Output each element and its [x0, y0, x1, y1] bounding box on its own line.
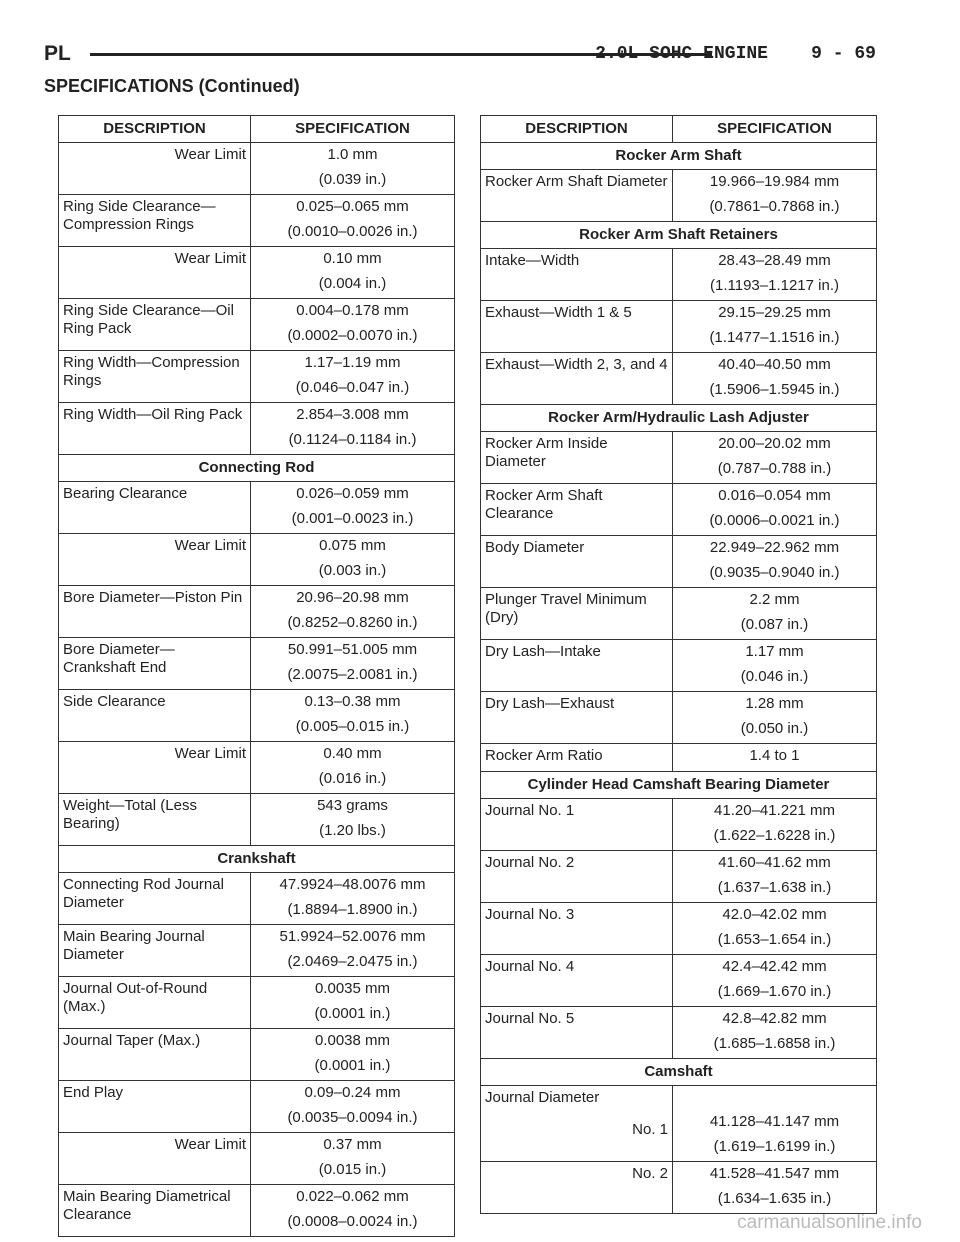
metric-value: 0.026–0.059 mm: [296, 485, 409, 502]
specification-cell: [673, 955, 877, 1007]
section-row: [481, 405, 877, 432]
table-row: [59, 299, 455, 351]
table-row: [481, 851, 877, 903]
metric-value: 41.20–41.221 mm: [714, 802, 835, 819]
specification-cell: [251, 690, 455, 742]
specification-cell: [251, 143, 455, 195]
table-row: [59, 247, 455, 299]
metric-value: 1.28 mm: [745, 695, 804, 712]
table-row: [59, 1185, 455, 1237]
metric-value: 20.96–20.98 mm: [296, 589, 409, 606]
table-row: [59, 742, 455, 794]
metric-value: 0.004–0.178 mm: [296, 302, 409, 319]
section-heading: Cylinder Head Camshaft Bearing Diameter: [481, 772, 877, 799]
description-cell: Side Clearance: [59, 690, 251, 742]
description-cell: Journal Taper (Max.): [59, 1029, 251, 1081]
specification-cell: [673, 640, 877, 692]
imperial-value: (1.653–1.654 in.): [717, 931, 832, 948]
imperial-value: (0.8252–0.8260 in.): [287, 614, 418, 631]
section-heading: Crankshaft: [59, 846, 455, 873]
specification-cell: [251, 247, 455, 299]
metric-value: 2.854–3.008 mm: [296, 406, 409, 423]
table-row: [481, 249, 877, 301]
metric-value: 0.025–0.065 mm: [296, 198, 409, 215]
description-cell: [481, 1086, 673, 1162]
section-row: [481, 772, 877, 799]
watermark: carmanualsonline.info: [737, 1212, 922, 1233]
metric-value: 42.4–42.42 mm: [722, 958, 827, 975]
specification-cell: [251, 1185, 455, 1237]
section-heading: Rocker Arm Shaft: [481, 143, 877, 170]
imperial-value: (0.005–0.015 in.): [295, 718, 410, 735]
metric-value: 1.0 mm: [327, 146, 378, 163]
imperial-value: (0.039 in.): [318, 171, 387, 188]
imperial-value: (0.7861–0.7868 in.): [709, 198, 840, 215]
imperial-value: (0.1124–0.1184 in.): [288, 431, 417, 448]
page-subtitle: SPECIFICATIONS (Continued): [44, 76, 300, 96]
table-row: [59, 143, 455, 195]
imperial-value: (2.0469–2.0475 in.): [287, 953, 418, 970]
section-row: [59, 846, 455, 873]
section-heading: Rocker Arm Shaft Retainers: [481, 222, 877, 249]
imperial-value: (0.050 in.): [740, 720, 809, 737]
metric-value: 20.00–20.02 mm: [718, 435, 831, 452]
col-header-specification: SPECIFICATION: [251, 116, 455, 143]
table-row: [59, 977, 455, 1029]
description-cell: Intake—Width: [481, 249, 673, 301]
imperial-value: (1.685–1.6858 in.): [713, 1035, 836, 1052]
table-row: [481, 1007, 877, 1059]
specification-cell: [251, 299, 455, 351]
specification-cell: [673, 1162, 877, 1214]
specification-cell: [251, 794, 455, 846]
imperial-value: (1.634–1.635 in.): [717, 1190, 832, 1207]
table-row: [59, 638, 455, 690]
description-cell: Journal No. 1: [481, 799, 673, 851]
metric-value: 51.9924–52.0076 mm: [279, 928, 426, 945]
specification-cell: [673, 744, 877, 772]
description-cell: Wear Limit: [59, 143, 251, 195]
description-cell: Ring Side Clearance—Compression Rings: [59, 195, 251, 247]
table-row: [481, 744, 877, 772]
specification-cell: [251, 977, 455, 1029]
description-cell: No. 2: [481, 1162, 673, 1214]
description-cell: Rocker Arm Shaft Clearance: [481, 484, 673, 536]
description-cell: Body Diameter: [481, 536, 673, 588]
specification-cell: [673, 170, 877, 222]
description-cell: Ring Side Clearance—Oil Ring Pack: [59, 299, 251, 351]
metric-value: 22.949–22.962 mm: [709, 539, 840, 556]
spec-table-right: [480, 115, 877, 1214]
imperial-value: (1.619–1.6199 in.): [713, 1138, 836, 1155]
description-cell: Rocker Arm Shaft Diameter: [481, 170, 673, 222]
table-row: [59, 195, 455, 247]
metric-value: 29.15–29.25 mm: [718, 304, 831, 321]
description-cell: Ring Width—Oil Ring Pack: [59, 403, 251, 455]
section-heading: Rocker Arm/Hydraulic Lash Adjuster: [481, 405, 877, 432]
table-row: [481, 301, 877, 353]
description-cell: Plunger Travel Minimum (Dry): [481, 588, 673, 640]
specification-cell: [673, 1086, 877, 1162]
table-row: [481, 640, 877, 692]
imperial-value: (0.004 in.): [318, 275, 387, 292]
specification-cell: [673, 903, 877, 955]
table-row: [59, 1029, 455, 1081]
section-row: [481, 1059, 877, 1086]
description-cell: Main Bearing Diametrical Clearance: [59, 1185, 251, 1237]
description-cell: Rocker Arm Ratio: [481, 744, 673, 772]
imperial-value: (0.0006–0.0021 in.): [709, 512, 840, 529]
specification-cell: [251, 195, 455, 247]
table-row: [59, 1133, 455, 1185]
imperial-value: (0.015 in.): [318, 1161, 387, 1178]
imperial-value: (0.016 in.): [318, 770, 387, 787]
description-cell: Wear Limit: [59, 247, 251, 299]
metric-value: 0.0035 mm: [314, 980, 391, 997]
imperial-value: (0.0010–0.0026 in.): [287, 223, 418, 240]
imperial-value: (1.1477–1.1516 in.): [709, 329, 840, 346]
specification-cell: [251, 925, 455, 977]
specification-cell: [251, 586, 455, 638]
description-cell: Wear Limit: [59, 1133, 251, 1185]
metric-value: 543 grams: [317, 797, 388, 814]
specification-cell: [673, 588, 877, 640]
description-cell: Exhaust—Width 1 & 5: [481, 301, 673, 353]
table-row: [59, 690, 455, 742]
specification-cell: [673, 432, 877, 484]
description-cell: Wear Limit: [59, 534, 251, 586]
imperial-value: (0.003 in.): [318, 562, 387, 579]
section-heading: Connecting Rod: [59, 455, 455, 482]
description-cell: Main Bearing Journal Diameter: [59, 925, 251, 977]
imperial-value: (0.0002–0.0070 in.): [287, 327, 418, 344]
table-row: [59, 534, 455, 586]
imperial-value: (0.046–0.047 in.): [295, 379, 410, 396]
spec-table-left: [58, 115, 455, 1237]
specification-cell: [673, 799, 877, 851]
specification-cell: [673, 692, 877, 744]
metric-value: 50.991–51.005 mm: [287, 641, 418, 658]
metric-value: 41.528–41.547 mm: [709, 1165, 840, 1182]
table-row: [481, 903, 877, 955]
imperial-value: (1.637–1.638 in.): [717, 879, 832, 896]
table-row: [59, 794, 455, 846]
imperial-value: (0.087 in.): [740, 616, 809, 633]
metric-value: 0.075 mm: [319, 537, 386, 554]
imperial-value: (0.0001 in.): [314, 1005, 391, 1022]
metric-value: 0.37 mm: [323, 1136, 382, 1153]
description-cell: Journal No. 5: [481, 1007, 673, 1059]
specification-cell: [251, 873, 455, 925]
table-row: [59, 403, 455, 455]
metric-value: 2.2 mm: [749, 591, 800, 608]
table-row: [59, 351, 455, 403]
specification-cell: [251, 351, 455, 403]
table-row: [59, 586, 455, 638]
table-row: [481, 1086, 877, 1162]
specification-cell: [673, 301, 877, 353]
table-row: [481, 484, 877, 536]
metric-value: 1.17–1.19 mm: [304, 354, 401, 371]
description-cell: Bore Diameter—Crankshaft End: [59, 638, 251, 690]
imperial-value: (1.20 lbs.): [319, 822, 386, 839]
table-row: [59, 482, 455, 534]
metric-value: 0.0038 mm: [314, 1032, 391, 1049]
table-row: [59, 1081, 455, 1133]
imperial-value: (1.8894–1.8900 in.): [287, 901, 418, 918]
metric-value: 0.10 mm: [323, 250, 382, 267]
description-cell: End Play: [59, 1081, 251, 1133]
specification-cell: [673, 536, 877, 588]
col-header-description: DESCRIPTION: [59, 116, 251, 143]
specification-cell: [251, 1029, 455, 1081]
section-row: [59, 455, 455, 482]
metric-value: 0.40 mm: [323, 745, 382, 762]
section-row: [481, 222, 877, 249]
metric-value: 0.022–0.062 mm: [296, 1188, 409, 1205]
description-cell: Ring Width—Compression Rings: [59, 351, 251, 403]
table-row: [481, 799, 877, 851]
imperial-value: (0.0008–0.0024 in.): [287, 1213, 418, 1230]
specification-cell: [251, 1081, 455, 1133]
metric-value: 42.8–42.82 mm: [722, 1010, 827, 1027]
description-cell: Dry Lash—Intake: [481, 640, 673, 692]
section-heading: Camshaft: [481, 1059, 877, 1086]
metric-value: 41.60–41.62 mm: [718, 854, 831, 871]
metric-value: 1.4 to 1: [749, 747, 800, 764]
metric-value: 0.09–0.24 mm: [304, 1084, 401, 1101]
header-section-code: PL: [44, 42, 71, 65]
imperial-value: (0.0001 in.): [314, 1057, 391, 1074]
table-row: [481, 353, 877, 405]
specification-cell: [673, 1007, 877, 1059]
imperial-value: (2.0075–2.0081 in.): [287, 666, 418, 683]
table-row: [481, 432, 877, 484]
imperial-value: (0.787–0.788 in.): [717, 460, 832, 477]
specification-cell: [251, 403, 455, 455]
imperial-value: (1.622–1.6228 in.): [713, 827, 836, 844]
imperial-value: (1.669–1.670 in.): [717, 983, 832, 1000]
description-cell: Wear Limit: [59, 742, 251, 794]
specification-cell: [251, 742, 455, 794]
specification-cell: [251, 482, 455, 534]
metric-value: 1.17 mm: [745, 643, 804, 660]
table-row: [481, 170, 877, 222]
table-row: [481, 588, 877, 640]
imperial-value: (0.001–0.0023 in.): [291, 510, 414, 527]
col-header-description: DESCRIPTION: [481, 116, 673, 143]
metric-value: 28.43–28.49 mm: [718, 252, 831, 269]
header-chapter-page: 2.0L SOHC ENGINE 9 - 69: [595, 44, 876, 64]
description-cell: Exhaust—Width 2, 3, and 4: [481, 353, 673, 405]
table-row: [59, 925, 455, 977]
metric-value: 40.40–40.50 mm: [718, 356, 831, 373]
description-cell: Bore Diameter—Piston Pin: [59, 586, 251, 638]
specification-cell: [251, 1133, 455, 1185]
description-cell: Bearing Clearance: [59, 482, 251, 534]
description-text: Journal Diameter: [485, 1089, 600, 1106]
table-row: [481, 536, 877, 588]
metric-value: 19.966–19.984 mm: [709, 173, 840, 190]
description-cell: Weight—Total (Less Bearing): [59, 794, 251, 846]
imperial-value: (1.1193–1.1217 in.): [710, 277, 839, 294]
table-row: [59, 873, 455, 925]
imperial-value: (0.046 in.): [740, 668, 809, 685]
section-row: [481, 143, 877, 170]
metric-value: 0.13–0.38 mm: [304, 693, 401, 710]
description-cell: Journal Out-of-Round (Max.): [59, 977, 251, 1029]
specification-cell: [251, 534, 455, 586]
specification-cell: [673, 484, 877, 536]
description-cell: Rocker Arm Inside Diameter: [481, 432, 673, 484]
metric-value: 42.0–42.02 mm: [722, 906, 827, 923]
imperial-value: (1.5906–1.5945 in.): [709, 381, 840, 398]
specification-cell: [673, 249, 877, 301]
imperial-value: (0.0035–0.0094 in.): [287, 1109, 418, 1126]
description-cell: Journal No. 4: [481, 955, 673, 1007]
specification-cell: [673, 353, 877, 405]
metric-value: 41.128–41.147 mm: [709, 1113, 840, 1130]
description-cell: Connecting Rod Journal Diameter: [59, 873, 251, 925]
imperial-value: (0.9035–0.9040 in.): [709, 564, 840, 581]
metric-value: 0.016–0.054 mm: [718, 487, 831, 504]
description-cell: Journal No. 2: [481, 851, 673, 903]
table-row: [481, 692, 877, 744]
table-row: [481, 955, 877, 1007]
col-header-specification: SPECIFICATION: [673, 116, 877, 143]
specification-cell: [673, 851, 877, 903]
metric-value: 47.9924–48.0076 mm: [279, 876, 426, 893]
description-cell: Journal No. 3: [481, 903, 673, 955]
table-row: [481, 1162, 877, 1214]
description-cell: Dry Lash—Exhaust: [481, 692, 673, 744]
description-subtext: No. 1: [632, 1121, 668, 1138]
specification-cell: [251, 638, 455, 690]
